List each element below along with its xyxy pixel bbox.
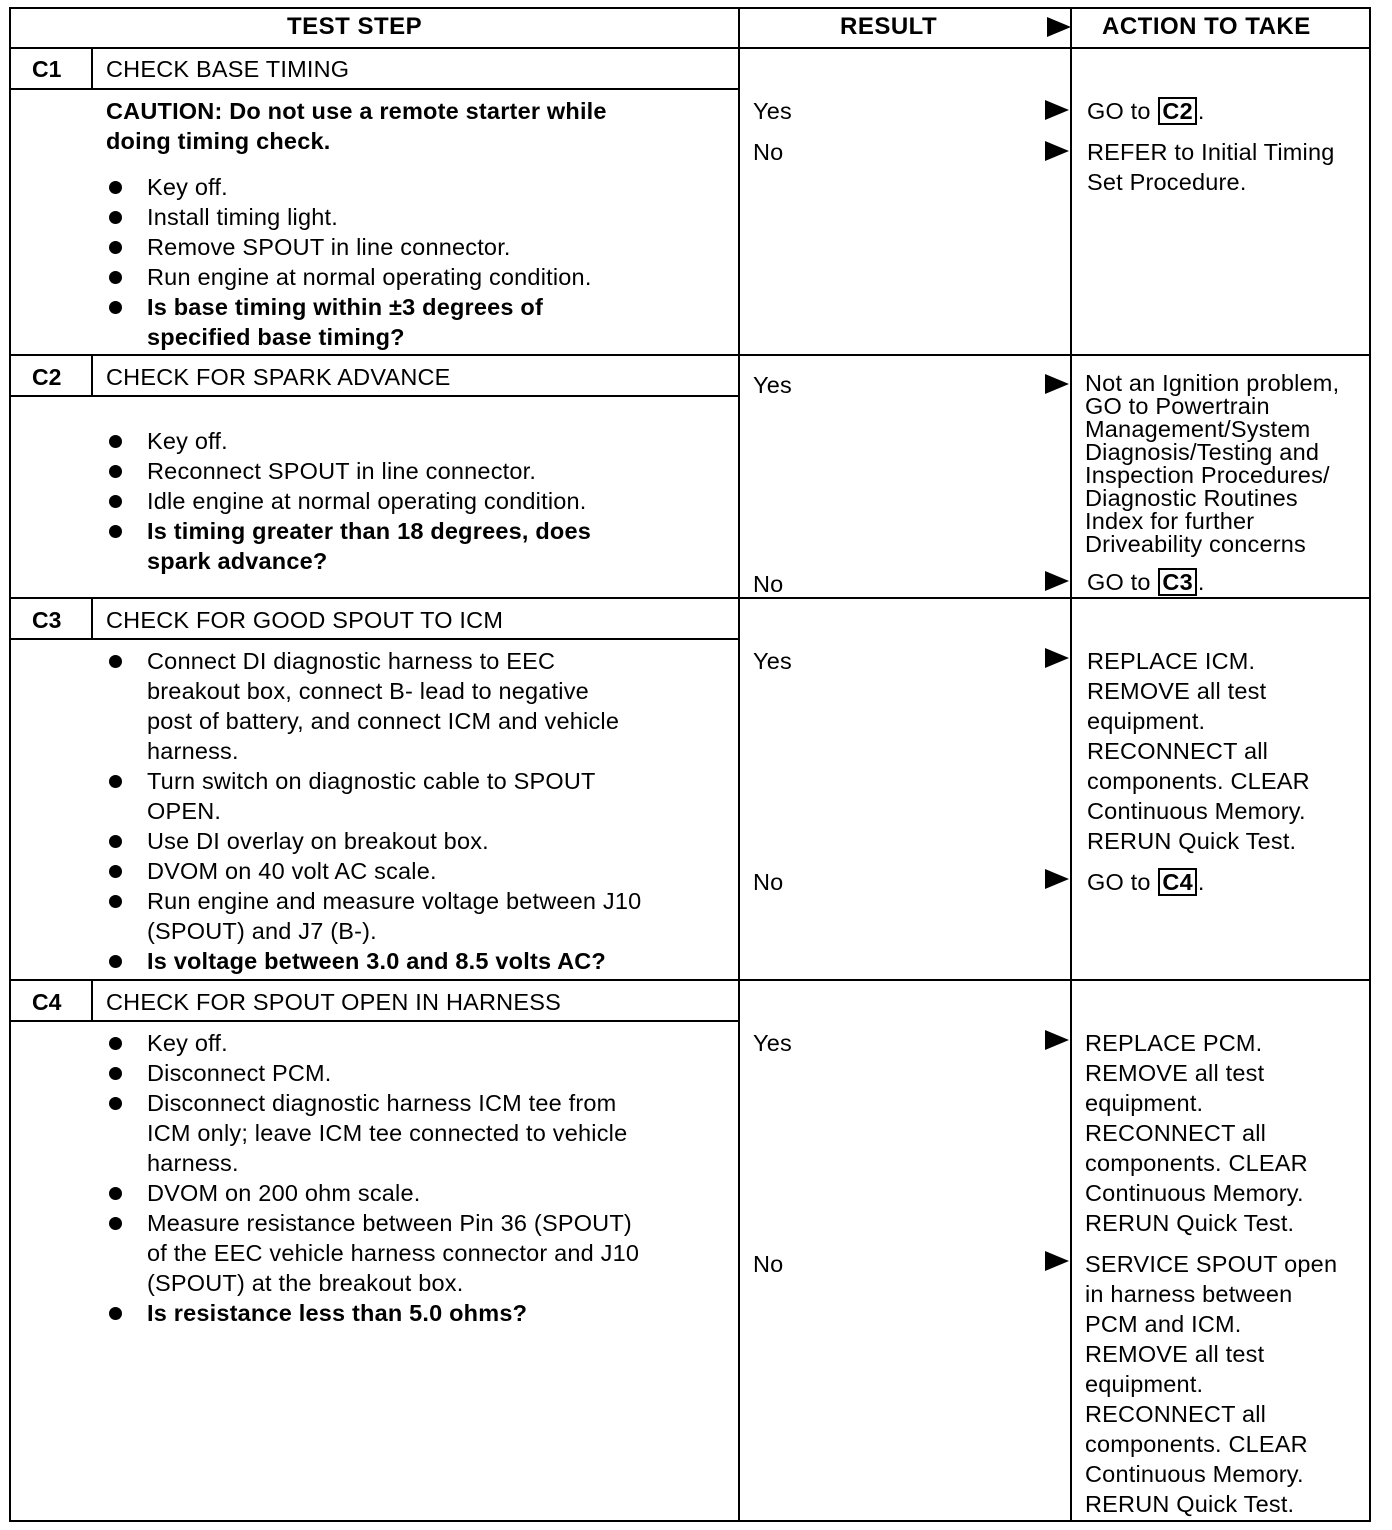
step-id: C1 (32, 56, 62, 82)
step-title: CHECK FOR SPARK ADVANCE (106, 364, 451, 390)
action-text: REPLACE ICM. (1087, 648, 1256, 674)
bullet-text: Install timing light. (147, 204, 338, 230)
action-text: Inspection Procedures/ (1085, 462, 1330, 488)
section-separator (9, 354, 1371, 356)
title-underline (9, 88, 740, 90)
bullet-icon (109, 1187, 122, 1200)
arrow-icon (1045, 100, 1069, 120)
bullet-text: breakout box, connect B- lead to negative (147, 678, 589, 704)
result-yes: Yes (753, 98, 792, 124)
bullet-question: specified base timing? (147, 324, 405, 350)
bullet-question: spark advance? (147, 548, 328, 574)
bullet-question: Is resistance less than 5.0 ohms? (147, 1300, 528, 1326)
result-yes: Yes (753, 648, 792, 674)
step-reference-c4[interactable]: C4 (1158, 868, 1196, 896)
bullet-text: Run engine and measure voltage between J10 (147, 888, 642, 914)
bullet-text: (SPOUT) at the breakout box. (147, 1270, 464, 1296)
header-arrow-icon (1047, 17, 1071, 37)
bullet-text: harness. (147, 1150, 239, 1176)
bullet-icon (109, 211, 122, 224)
bullet-icon (109, 435, 122, 448)
action-text: Index for further (1085, 508, 1255, 534)
action-text: in harness between (1085, 1281, 1293, 1307)
action-text: Set Procedure. (1087, 169, 1247, 195)
bullet-icon (109, 525, 122, 538)
bullet-text: Idle engine at normal operating condition. (147, 488, 587, 514)
bullet-text: Key off. (147, 428, 228, 454)
result-no: No (753, 869, 784, 895)
action-text: Continuous Memory. (1087, 798, 1306, 824)
bullet-icon (109, 1307, 122, 1320)
bullet-text: ICM only; leave ICM tee connected to vehicle (147, 1120, 628, 1146)
action-text: Diagnosis/Testing and (1085, 439, 1320, 465)
bullet-text: OPEN. (147, 798, 222, 824)
action-text: RECONNECT all (1085, 1120, 1267, 1146)
frame-top-line (9, 7, 1371, 9)
section-separator (9, 979, 1371, 981)
action-text: equipment. (1085, 1090, 1204, 1116)
arrow-icon (1045, 648, 1069, 668)
column-divider-result (738, 7, 740, 1522)
action-text: RECONNECT all (1085, 1401, 1267, 1427)
bullet-icon (109, 1217, 122, 1230)
bullet-text: Disconnect PCM. (147, 1060, 332, 1086)
step-reference-c3[interactable]: C3 (1158, 568, 1196, 596)
action-text: Management/System (1085, 416, 1311, 442)
arrow-icon (1045, 141, 1069, 161)
bullet-text: DVOM on 40 volt AC scale. (147, 858, 437, 884)
step-reference-c2[interactable]: C2 (1158, 97, 1196, 125)
bullet-question: Is base timing within ±3 degrees of (147, 294, 543, 320)
bullet-icon (109, 775, 122, 788)
bullet-question: Is voltage between 3.0 and 8.5 volts AC? (147, 948, 606, 974)
action-text: GO to Powertrain (1085, 393, 1270, 419)
bullet-icon (109, 865, 122, 878)
title-underline (9, 395, 740, 397)
bullet-icon (109, 1067, 122, 1080)
bullet-text: Disconnect diagnostic harness ICM tee from (147, 1090, 617, 1116)
arrow-icon (1045, 1251, 1069, 1271)
action-text: RECONNECT all (1087, 738, 1269, 764)
action-text: REPLACE PCM. (1085, 1030, 1263, 1056)
bullet-text: Use DI overlay on breakout box. (147, 828, 489, 854)
bullet-text: Key off. (147, 174, 228, 200)
header-bottom-line (9, 47, 1371, 49)
action-text: RERUN Quick Test. (1087, 828, 1297, 854)
bullet-text: Remove SPOUT in line connector. (147, 234, 511, 260)
bullet-question: Is timing greater than 18 degrees, does (147, 518, 591, 544)
action-text: RERUN Quick Test. (1085, 1210, 1295, 1236)
action-text: PCM and ICM. (1085, 1311, 1242, 1337)
frame-right-line (1369, 7, 1371, 1522)
step-id: C4 (32, 989, 62, 1015)
bullet-icon (109, 655, 122, 668)
action-text: Continuous Memory. (1085, 1180, 1304, 1206)
bullet-text: harness. (147, 738, 239, 764)
result-no: No (753, 1251, 784, 1277)
action-text: components. CLEAR (1085, 1150, 1308, 1176)
header-test-step: TEST STEP (287, 13, 423, 40)
bullet-text: Turn switch on diagnostic cable to SPOUT (147, 768, 596, 794)
step-id: C2 (32, 364, 62, 390)
action-text: Not an Ignition problem, (1085, 370, 1340, 396)
title-underline (9, 1020, 740, 1022)
header-action: ACTION TO TAKE (1102, 13, 1311, 40)
caution-text: CAUTION: Do not use a remote starter while (106, 98, 607, 124)
bullet-text: Key off. (147, 1030, 228, 1056)
arrow-icon (1045, 374, 1069, 394)
arrow-icon (1045, 1030, 1069, 1050)
action-text: REMOVE all test (1085, 1341, 1265, 1367)
bullet-icon (109, 465, 122, 478)
step-id: C3 (32, 607, 62, 633)
result-yes: Yes (753, 1030, 792, 1056)
column-divider-action (1070, 7, 1072, 1522)
bullet-text: of the EEC vehicle harness connector and J10 (147, 1240, 640, 1266)
action-text: Continuous Memory. (1085, 1461, 1304, 1487)
bullet-icon (109, 301, 122, 314)
bullet-icon (109, 835, 122, 848)
action-text: REMOVE all test (1087, 678, 1267, 704)
step-title: CHECK FOR GOOD SPOUT TO ICM (106, 607, 504, 633)
action-text: equipment. (1085, 1371, 1204, 1397)
action-text: components. CLEAR (1085, 1431, 1308, 1457)
arrow-icon (1045, 869, 1069, 889)
bullet-text: Measure resistance between Pin 36 (SPOUT) (147, 1210, 632, 1236)
arrow-icon (1045, 571, 1069, 591)
bullet-icon (109, 1037, 122, 1050)
id-cell-divider (91, 979, 93, 1022)
id-cell-divider (91, 597, 93, 640)
bullet-text: Connect DI diagnostic harness to EEC (147, 648, 556, 674)
bullet-text: (SPOUT) and J7 (B-). (147, 918, 377, 944)
section-separator (9, 597, 1371, 599)
header-result: RESULT (840, 13, 938, 40)
action-text: GO to C2 . (1087, 98, 1205, 124)
step-title: CHECK FOR SPOUT OPEN IN HARNESS (106, 989, 561, 1015)
step-title: CHECK BASE TIMING (106, 56, 350, 82)
title-underline (9, 638, 740, 640)
result-no: No (753, 571, 784, 597)
caution-text: doing timing check. (106, 128, 331, 154)
action-text: Diagnostic Routines (1085, 485, 1298, 511)
action-text: REFER to Initial Timing (1087, 139, 1335, 165)
result-yes: Yes (753, 372, 792, 398)
bullet-text: DVOM on 200 ohm scale. (147, 1180, 421, 1206)
id-cell-divider (91, 354, 93, 397)
bullet-icon (109, 955, 122, 968)
bullet-icon (109, 271, 122, 284)
bullet-icon (109, 895, 122, 908)
action-text: components. CLEAR (1087, 768, 1310, 794)
action-text: GO to C4 . (1087, 869, 1205, 895)
id-cell-divider (91, 47, 93, 90)
bullet-icon (109, 241, 122, 254)
bullet-text: Reconnect SPOUT in line connector. (147, 458, 537, 484)
action-text: GO to C3 . (1087, 569, 1205, 595)
action-text: REMOVE all test (1085, 1060, 1265, 1086)
bullet-icon (109, 1097, 122, 1110)
result-no: No (753, 139, 784, 165)
bullet-text: post of battery, and connect ICM and vehicle (147, 708, 620, 734)
frame-bottom-line (9, 1520, 1371, 1522)
action-text: Driveability concerns (1085, 531, 1307, 557)
action-text: RERUN Quick Test. (1085, 1491, 1295, 1517)
bullet-icon (109, 181, 122, 194)
action-text: SERVICE SPOUT open (1085, 1251, 1338, 1277)
bullet-text: Run engine at normal operating condition. (147, 264, 592, 290)
bullet-icon (109, 495, 122, 508)
frame-left-line (9, 7, 11, 1522)
action-text: equipment. (1087, 708, 1206, 734)
